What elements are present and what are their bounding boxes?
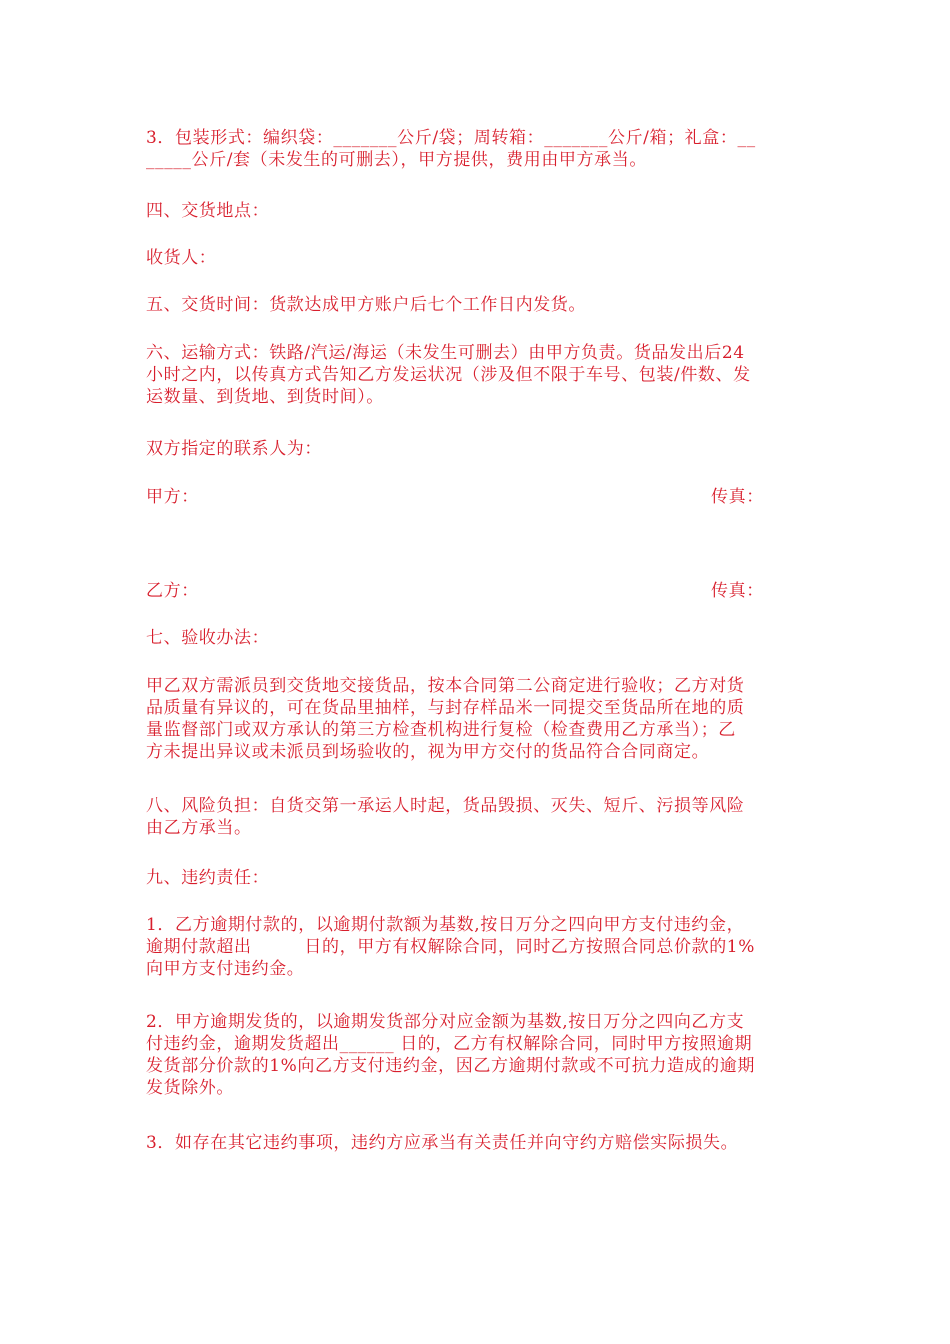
contacts-heading-text: 双方指定的联系人为：: [146, 439, 322, 459]
contacts-heading: [146, 438, 810, 460]
party-b-contact: [146, 580, 446, 602]
transport-clause: [146, 342, 810, 408]
liability-clause-2-line-4: 发货除外。: [146, 1078, 234, 1098]
liability-clause-1-line-2: 逾期付款超出 日的，甲方有权解除合同，同时乙方按照合同总价款的1%: [146, 937, 755, 957]
party-a-fax-label: 传真：: [711, 487, 764, 507]
liability-clause-1-line-1: 1．乙方逾期付款的，以逾期付款额为基数,按日万分之四向甲方支付违约金，: [146, 915, 745, 935]
liability-clause-1: [146, 914, 810, 980]
packaging-clause-line-1: 3．包装形式：编织袋：_______公斤/袋；周转箱：_______公斤/箱；礼盒：__: [146, 128, 756, 148]
delivery-time-text: 五、交货时间：货款达成甲方账户后七个工作日内发货。: [146, 295, 586, 315]
inspection-heading-text: 七、验收办法：: [146, 628, 270, 648]
liability-clause-2-line-3: 发货部分价款的1%向乙方支付违约金，因乙方逾期付款或不可抗力造成的逾期: [146, 1056, 755, 1076]
consignee-line: [146, 247, 810, 269]
liability-clause-2-line-2: 付违约金，逾期发货超出______ 日的，乙方有权解除合同，同时甲方按照逾期: [146, 1034, 753, 1054]
transport-clause-line-1: 六、运输方式：铁路/汽运/海运（未发生可删去）由甲方负责。货品发出后24: [146, 343, 745, 363]
inspection-clause-line-1: 甲乙双方需派员到交货地交接货品，按本合同第二公商定进行验收；乙方对货: [146, 676, 745, 696]
risk-clause: [146, 795, 810, 839]
party-a-contact: [146, 486, 446, 508]
risk-clause-line-2: 由乙方承当。: [146, 818, 252, 838]
inspection-clause: [146, 675, 810, 763]
packaging-clause-line-2: _____公斤/套（未发生的可删去），甲方提供，费用由甲方承当。: [146, 150, 647, 170]
transport-clause-line-3: 运数量、到货地、到货时间）。: [146, 387, 384, 407]
liability-heading-text: 九、违约责任：: [146, 868, 270, 888]
inspection-heading: [146, 627, 810, 649]
inspection-clause-line-3: 量监督部门或双方承认的第三方检查机构进行复检（检查费用乙方承当）；乙: [146, 720, 736, 740]
liability-clause-2-line-1: 2．甲方逾期发货的，以逾期发货部分对应金额为基数,按日万分之四向乙方支: [146, 1012, 745, 1032]
liability-clause-3: [146, 1132, 810, 1154]
transport-clause-line-2: 小时之内，以传真方式告知乙方发运状况（涉及但不限于车号、包装/件数、发: [146, 365, 751, 385]
inspection-clause-line-4: 方未提出异议或未派员到场验收的，视为甲方交付的货品符合合同商定。: [146, 742, 710, 762]
liability-clause-2: [146, 1011, 810, 1099]
delivery-time-clause: [146, 294, 810, 316]
inspection-clause-line-2: 品质量有异议的，可在货品里抽样，与封存样品米一同提交至货品所在地的质: [146, 698, 745, 718]
packaging-clause: [146, 127, 810, 171]
party-b-label: 乙方：: [146, 581, 199, 601]
risk-clause-line-1: 八、风险负担：自货交第一承运人时起，货品毁损、灭失、短斤、污损等风险: [146, 796, 745, 816]
party-a-label: 甲方：: [146, 487, 199, 507]
liability-heading: [146, 867, 810, 889]
delivery-location-heading: [146, 200, 810, 222]
consignee-text: 收货人：: [146, 248, 217, 268]
delivery-location-text: 四、交货地点：: [146, 201, 270, 221]
liability-clause-1-line-3: 向甲方支付违约金。: [146, 959, 305, 979]
liability-clause-3-text: 3．如存在其它违约事项，违约方应承当有关责任并向守约方赔偿实际损失。: [146, 1133, 739, 1153]
party-b-fax-label: 传真：: [711, 581, 764, 601]
